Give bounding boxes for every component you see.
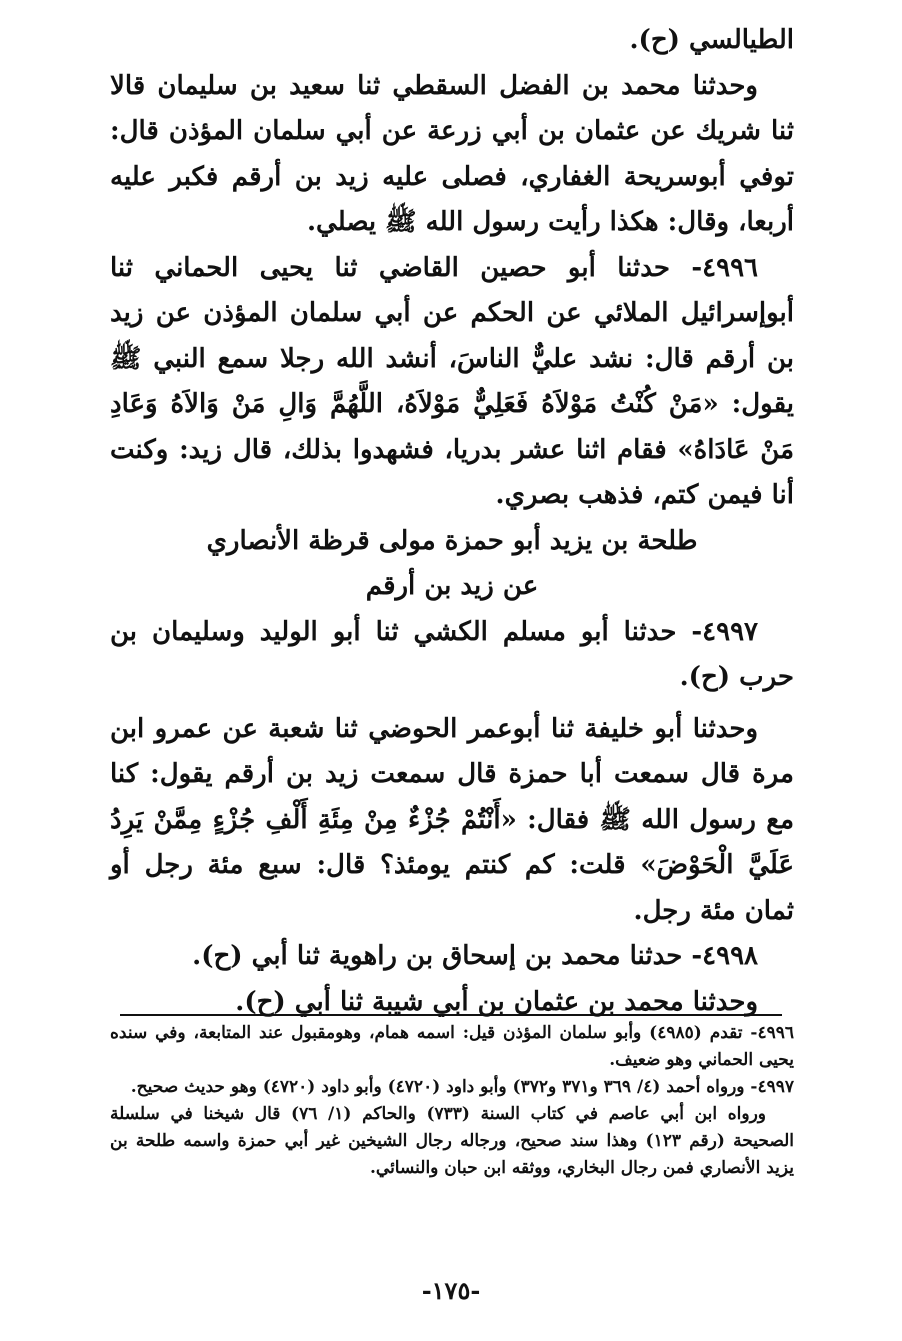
footnote-divider	[120, 1014, 782, 1016]
footnote-4997: ٤٩٩٧- ورواه أحمد (٤/ ٣٦٩ و٣٧١ و٣٧٢) وأبو داود (٤٧٢٠) وأبو داود (٤٧٢٠) وهو حديث صحيح.	[130, 1077, 794, 1097]
paragraph-tayalisi: الطيالسي (ح).	[629, 25, 794, 55]
main-text-block	[110, 18, 794, 1025]
hadith-4996: ٤٩٩٦- حدثنا أبو حصين القاضي ثنا يحيى الحماني ثنا أبوإسرائيل الملائي عن الحكم عن أبي سلمان المؤذن عن زيد بن أرقم قال: نشد عليٌّ الناسَ، أنشد الله رجلا سمع النبي ﷺ يقول: «مَنْ كُنْتُ مَوْلاَهُ فَعَلِيٌّ مَوْلاَهُ، اللَّهُمَّ وَالِ مَنْ وَالاَهُ وَعَادِ مَنْ عَادَاهُ» فقام اثنا عشر بدريا، فشهدوا بذلك، قال زيد: وكنت أنا فيمن كتم، فذهب بصري.	[110, 252, 794, 510]
paragraph-saqati-chain: وحدثنا محمد بن الفضل السقطي ثنا سعيد بن سليمان قالا ثنا شريك عن عثمان بن أبي زرعة عن أبي سلمان المؤذن قال: توفي أبوسريحة الغفاري، فصلى عليه زيد بن أرقم فكبر عليه أربعا، وقال: هكذا رأيت رسول الله ﷺ يصلي.	[110, 70, 794, 237]
paragraph-abu-khalifa-chain: وحدثنا أبو خليفة ثنا أبوعمر الحوضي ثنا شعبة عن عمرو ابن مرة قال سمعت أبا حمزة قال سمعت زيد بن أرقم يقول: كنا مع رسول الله ﷺ فقال: «أَنْتُمْ جُزْءٌ مِنْ مِئَةِ أَلْفِ جُزْءٍ مِمَّنْ يَرِدُ عَلَيَّ الْحَوْضَ» قلت: كم كنتم يومئذ؟ قال: سبع مئة رجل أو ثمان مئة رجل.	[110, 713, 794, 926]
page-number: -١٧٥-	[421, 1276, 481, 1305]
section-subheading-zayd: عن زيد بن أرقم	[365, 571, 539, 601]
hadith-4997: ٤٩٩٧- حدثنا أبو مسلم الكشي ثنا أبو الوليد وسليمان بن حرب (ح).	[110, 616, 794, 692]
section-heading-talha: طلحة بن يزيد أبو حمزة مولى قرظة الأنصاري	[206, 525, 698, 556]
footnote-4997-continued: ورواه ابن أبي عاصم في كتاب السنة (٧٣٣) والحاكم (١/ ٧٦) قال شيخنا في سلسلة الصحيحة (رقم ١٢٣) وهذا سند صحيح، ورجاله رجال الشيخين غير أبي حمزة واسمه طلحة بن يزيد الأنصاري فمن رجال البخاري، ووثقه ابن حبان والنسائي.	[110, 1104, 794, 1178]
footnotes-block	[110, 1020, 794, 1182]
paragraph-ibn-abi-shayba-chain: وحدثنا محمد بن عثمان بن أبي شيبة ثنا أبي (ح).	[235, 986, 758, 1017]
hadith-4998: ٤٩٩٨- حدثنا محمد بن إسحاق بن راهوية ثنا أبي (ح).	[192, 941, 758, 971]
footnote-4996: ٤٩٩٦- تقدم (٤٩٨٥) وأبو سلمان المؤذن قيل: اسمه همام، وهومقبول عند المتابعة، وفي سنده يحيى الحماني وهو ضعيف.	[110, 1023, 794, 1070]
